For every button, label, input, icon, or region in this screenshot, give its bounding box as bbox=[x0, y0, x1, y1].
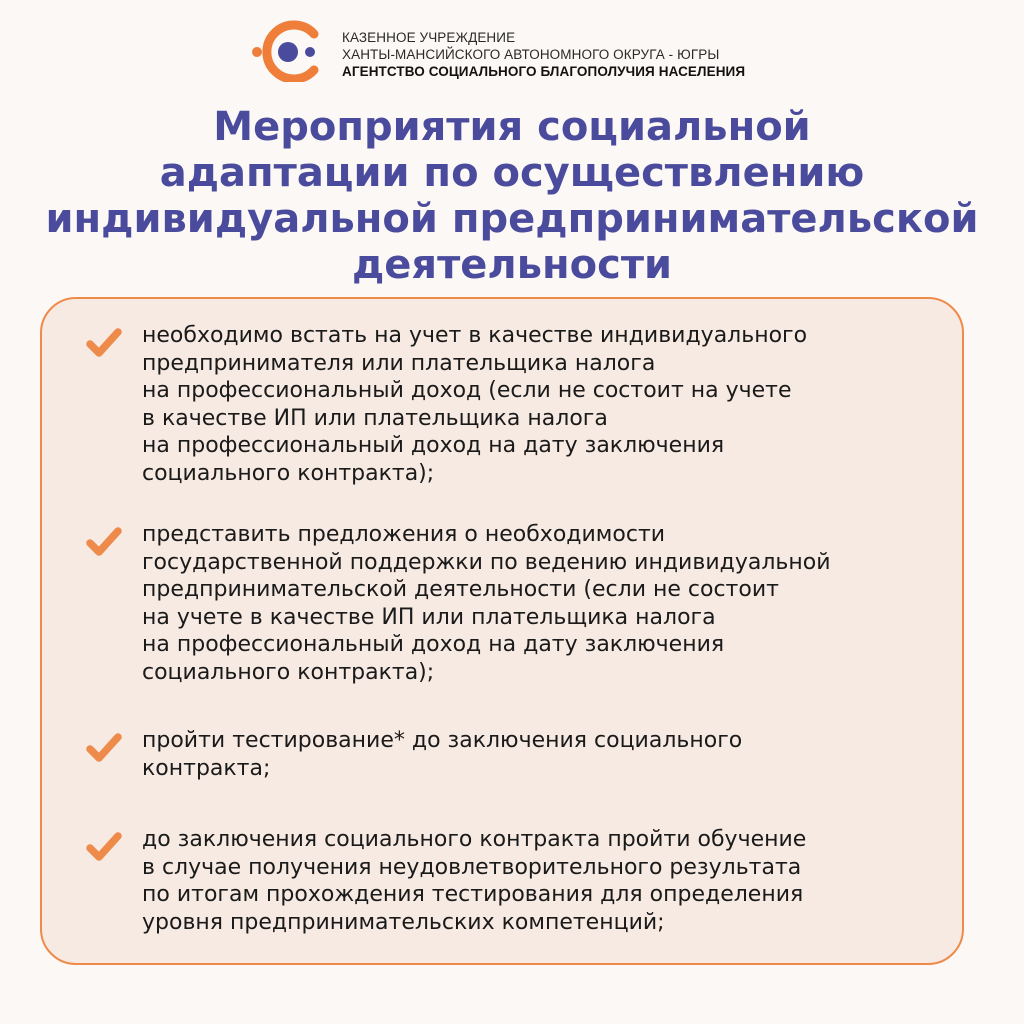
text-line: на профессиональный доход на дату заключения bbox=[142, 632, 725, 657]
text-line: социального контракта); bbox=[142, 659, 435, 685]
list-item-text bbox=[142, 322, 807, 487]
text-line: на профессиональный доход (если не состоит на учете bbox=[142, 378, 792, 403]
text-line: на учете в качестве ИП или плательщика налога bbox=[142, 604, 716, 630]
checkmark-icon bbox=[84, 826, 124, 866]
text-line: контракта; bbox=[142, 755, 271, 781]
text-line: социального контракта); bbox=[142, 460, 435, 486]
text-line: в случае получения неудовлетворительного результата bbox=[142, 854, 802, 880]
text-line: предпринимательской деятельности (если не состоит bbox=[142, 577, 779, 602]
title-line: деятельности bbox=[351, 242, 673, 288]
org-line-agency: АГЕНТСТВО СОЦИАЛЬНОГО БЛАГОПОЛУЧИЯ НАСЕЛЕНИЯ bbox=[342, 64, 746, 79]
text-line: до заключения социального контракта пройти обучение bbox=[142, 827, 807, 852]
header bbox=[0, 0, 1024, 100]
text-line: необходимо встать на учет в качестве индивидуального bbox=[142, 323, 808, 348]
checkmark-icon bbox=[84, 521, 124, 561]
checkmark-icon bbox=[84, 322, 124, 362]
text-line: государственной поддержки по ведению индивидуальной bbox=[142, 549, 831, 575]
title-line: Мероприятия социальной bbox=[213, 104, 811, 150]
list-item-text bbox=[142, 727, 742, 782]
text-line: по итогам прохождения тестирования для определения bbox=[142, 882, 804, 907]
text-line: на профессиональный доход на дату заключения bbox=[142, 433, 725, 458]
org-line-region: ХАНТЫ-МАНСИЙСКОГО АВТОНОМНОГО ОКРУГА - ЮГРЫ bbox=[342, 47, 720, 62]
text-line: пройти тестирование* до заключения социального bbox=[142, 728, 743, 753]
text-line: уровня предпринимательских компетенций; bbox=[142, 909, 665, 935]
title-line: индивидуальной предпринимательской bbox=[45, 196, 979, 242]
org-line-type: КАЗЕННОЕ УЧРЕЖДЕНИЕ bbox=[342, 30, 516, 45]
text-line: предпринимателя или плательщика налога bbox=[142, 350, 656, 376]
title-line: адаптации по осуществлению bbox=[159, 150, 865, 196]
checkmark-icon bbox=[84, 727, 124, 767]
list-item-text bbox=[142, 826, 806, 936]
agency-logo-icon bbox=[248, 20, 328, 82]
text-line: представить предложения о необходимости bbox=[142, 522, 666, 547]
list-item-text bbox=[142, 521, 831, 686]
organization-name bbox=[342, 29, 745, 80]
page-title bbox=[0, 104, 1024, 288]
text-line: в качестве ИП или плательщика налога bbox=[142, 405, 608, 431]
